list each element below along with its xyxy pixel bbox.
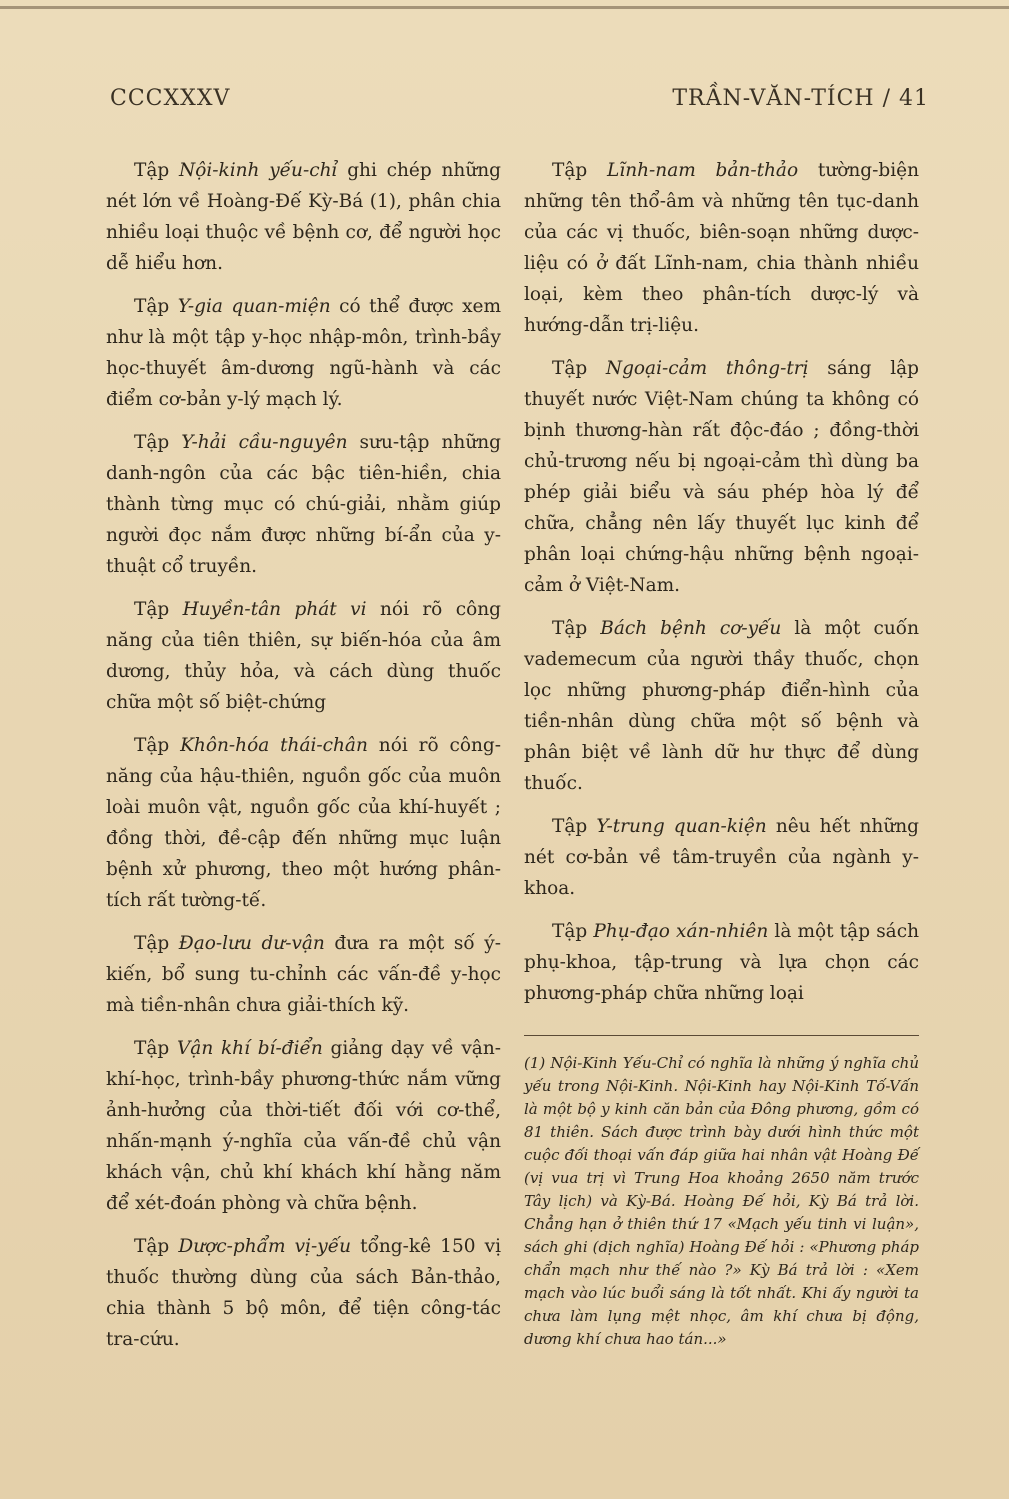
book-title: Dược-phẩm vị-yếu <box>178 1236 351 1257</box>
book-title: Khôn-hóa thái-chân <box>180 735 368 756</box>
paragraph: Tập Ngoại-cảm thông-trị sáng lập thuyết nước Việt-Nam chúng ta không có bịnh thương-hàn rất độc-đáo ; đồng-thời chủ-trương nếu bị ngoại-cảm thì dùng ba phép giải biểu và sáu phép hòa lý để chữa, chẳng nên lấy thuyết lục kinh để phân loại chứng-hậu những bệnh ngoại-cảm ở Việt-Nam. <box>524 358 919 596</box>
paragraph: Tập Y-hải cầu-nguyên sưu-tập những danh-ngôn của các bậc tiên-hiền, chia thành từng mục có chú-giải, nhằm giúp người đọc nắm được những bí-ẩn của y-thuật cổ truyền. <box>106 432 501 577</box>
book-title: Ngoại-cảm thông-trị <box>605 358 809 379</box>
paragraph: Tập Khôn-hóa thái-chân nói rõ công-năng của hậu-thiên, nguồn gốc của muôn loài muôn vật, nguồn gốc của khí-huyết ; đồng thời, đề-cập đến những mục luận bệnh xử phương, theo một hướng phân-tích rất tường-tế. <box>106 735 502 911</box>
book-title: Bách bệnh cơ-yếu <box>600 618 782 639</box>
paragraph: Tập Dược-phẩm vị-yếu tổng-kê 150 vị thuốc thường dùng của sách Bản-thảo, chia thành 5 bộ môn, để tiện công-tác tra-cứu. <box>106 1236 501 1350</box>
paragraph: Tập Lĩnh-nam bản-thảo tường-biện những tên thổ-âm và những tên tục-danh của các vị thuốc, biên-soạn những dược-liệu có ở đất Lĩnh-nam, chia thành nhiều loại, kèm theo phân-tích dược-lý và hướng-dẫn trị-liệu. <box>524 160 920 336</box>
paragraph: Tập Phụ-đạo xán-nhiên là một tập sách phụ-khoa, tập-trung và lựa chọn các phương-pháp chữa những loại <box>524 921 919 1004</box>
paragraph: Tập Đạo-lưu dư-vận đưa ra một số ý-kiến, bổ sung tu-chỉnh các vấn-đề y-học mà tiền-nhân chưa giải-thích kỹ. <box>106 933 501 1016</box>
book-title: Vận khí bí-điển <box>176 1038 323 1059</box>
paragraph: Tập Y-trung quan-kiện nêu hết những nét cơ-bản về tâm-truyền của ngành y-khoa. <box>524 816 920 899</box>
paragraph: Tập Bách bệnh cơ-yếu là một cuốn vademecum của người thầy thuốc, chọn lọc những phương-pháp điển-hình của tiền-nhân dùng chữa một số bệnh và phân biệt về lành dữ hư thực để dùng thuốc. <box>524 618 920 794</box>
book-title: Phụ-đạo xán-nhiên <box>593 921 769 942</box>
book-title: Y-gia quan-miện <box>177 296 331 317</box>
book-title: Đạo-lưu dư-vận <box>178 933 325 954</box>
book-title: Huyền-tân phát vi <box>182 599 367 620</box>
book-title: Y-hải cầu-nguyên <box>181 432 348 453</box>
footnote: (1) Nội-Kinh Yếu-Chỉ có nghĩa là những ý nghĩa chủ yếu trong Nội-Kinh. Nội-Kinh hay Nội-Kinh Tố-Vấn là một bộ y kinh căn bản của Đông phương, gồm có 81 thiên. Sách được trình bày dưới hình thức một cuộc đối thoại vấn đáp giữa hai nhân vật Hoàng Đế (vị vua trị vì Trung Hoa khoảng 2650 năm trước Tây lịch) và Kỳ-Bá. Hoàng Đế hỏi, Kỳ Bá trả lời. Chẳng hạn ở thiên thứ 17 «Mạch yếu tinh vi luận», sách ghi (dịch nghĩa) Hoàng Đế hỏi : «Phương pháp chẩn mạch như thế nào ?» Kỳ Bá trả lời : «Xem mạch vào lúc buổi sáng là tốt nhất. Khi ấy người ta chưa làm lụng mệt nhọc, âm khí chưa bị động, dương khí chưa hao tán...» <box>524 1054 919 1348</box>
page-number-roman: CCCXXXV <box>110 86 231 111</box>
paragraph: Tập Nội-kinh yếu-chỉ ghi chép những nét lớn về Hoàng-Đế Kỳ-Bá (1), phân chia nhiều loại thuộc về bệnh cơ, để người học dễ hiểu hơn. <box>106 160 501 274</box>
paragraph: Tập Y-gia quan-miện có thể được xem như là một tập y-học nhập-môn, trình-bầy học-thuyết âm-dương ngũ-hành và các điểm cơ-bản y-lý mạch lý. <box>106 296 502 410</box>
book-title: Lĩnh-nam bản-thảo <box>607 160 799 181</box>
left-column <box>106 155 501 1367</box>
right-column <box>524 155 919 1021</box>
running-header: TRẦN-VĂN-TÍCH / 41 <box>672 86 929 111</box>
footnote-block <box>524 1035 919 1351</box>
paragraph: Tập Vận khí bí-điển giảng dạy về vận-khí-học, trình-bầy phương-thức nắm vững ảnh-hưởng của thời-tiết đối với cơ-thể, nhấn-mạnh ý-nghĩa của vấn-đề chủ vận khách vận, chủ khí khách khí hằng năm để xét-đoán phòng và chữa bệnh. <box>106 1038 501 1214</box>
top-rule <box>0 6 1009 9</box>
book-title: Nội-kinh yếu-chỉ <box>179 160 338 181</box>
paragraph: Tập Huyền-tân phát vi nói rõ công năng của tiên thiên, sự biến-hóa của âm dương, thủy hỏa, và cách dùng thuốc chữa một số biệt-chứng <box>106 599 501 713</box>
book-title: Y-trung quan-kiện <box>596 816 767 837</box>
